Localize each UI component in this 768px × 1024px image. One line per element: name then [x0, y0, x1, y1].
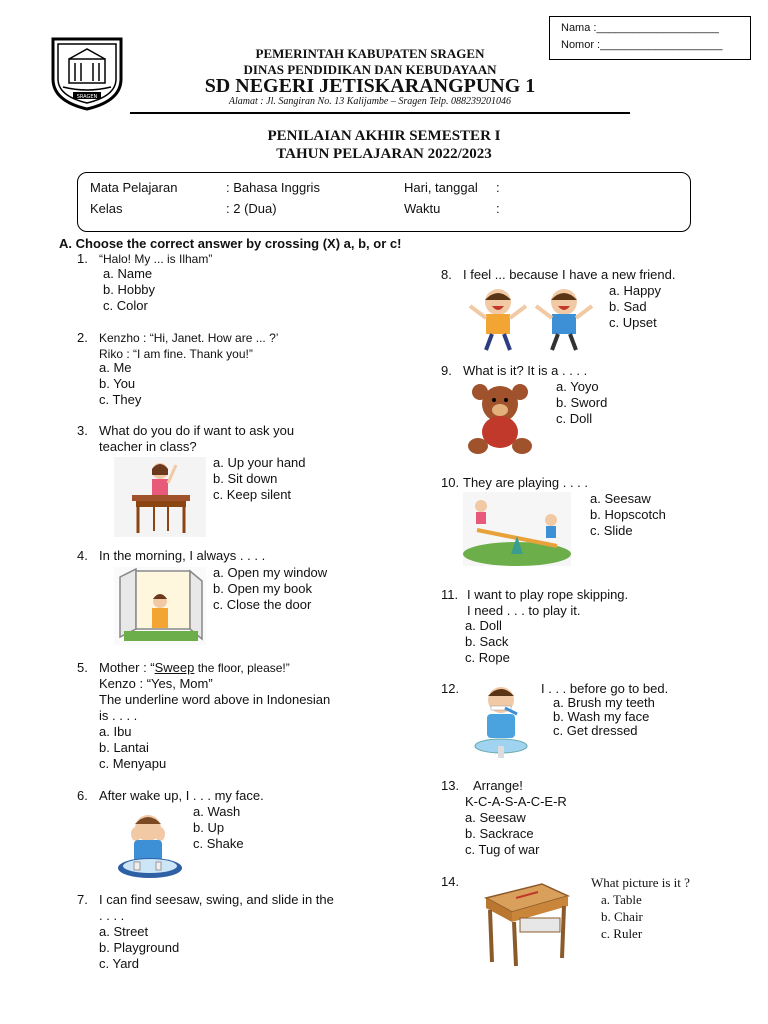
q2-line2: Riko : “I am fine. Thank you!” — [99, 347, 253, 361]
q7-option-c[interactable]: c. Yard — [99, 956, 139, 971]
q4-option-c[interactable]: c. Close the door — [213, 597, 312, 612]
q8-text: I feel ... because I have a new friend. — [463, 267, 676, 282]
q6-text: After wake up, I . . . my face. — [99, 788, 264, 803]
subject-value: : Bahasa Inggris — [226, 180, 320, 195]
q7-line1: I can find seesaw, swing, and slide in the — [99, 892, 334, 907]
q3-option-b[interactable]: b. Sit down — [213, 471, 278, 486]
q11-line2: I need . . . to play it. — [467, 603, 581, 618]
q7-number: 7. — [77, 892, 88, 907]
q10-option-a[interactable]: a. Seesaw — [590, 491, 651, 506]
q2-option-c[interactable]: c. They — [99, 392, 142, 407]
happy-kids-image — [464, 284, 598, 355]
q5-line4: is . . . . — [99, 708, 138, 723]
q9-option-a[interactable]: a. Yoyo — [556, 379, 599, 394]
q2-option-b[interactable]: b. You — [99, 376, 136, 391]
q11-option-b[interactable]: b. Sack — [465, 634, 509, 649]
q12-option-b[interactable]: b. Wash my face — [553, 709, 650, 724]
q13-line1: Arrange! — [473, 778, 523, 793]
q6-option-c[interactable]: c. Shake — [193, 836, 244, 851]
q6-option-a[interactable]: a. Wash — [193, 804, 241, 819]
q5-option-a[interactable]: a. Ibu — [99, 724, 132, 739]
header-divider — [130, 112, 630, 114]
q1-option-a[interactable]: a. Name — [103, 266, 153, 281]
q5-underlined-word: Sweep — [154, 660, 195, 675]
class-value: : 2 (Dua) — [226, 201, 277, 216]
q3-option-c[interactable]: c. Keep silent — [213, 487, 292, 502]
q10-option-c[interactable]: c. Slide — [590, 523, 633, 538]
q11-option-c[interactable]: c. Rope — [465, 650, 510, 665]
q8-option-a[interactable]: a. Happy — [609, 283, 662, 298]
sragen-logo — [47, 35, 127, 111]
q2-line1: Kenzho : “Hi, Janet. How are ... ?’ — [99, 331, 279, 345]
q12-option-c[interactable]: c. Get dressed — [553, 723, 638, 738]
q5-line3: The underline word above in Indonesian — [99, 692, 331, 707]
q10-number: 10. — [441, 475, 460, 490]
q2-option-a[interactable]: a. Me — [99, 360, 132, 375]
q5-line1-start: Mother : “ — [99, 660, 155, 675]
q5-line2: Kenzo : “Yes, Mom” — [99, 676, 213, 691]
q10-option-b[interactable]: b. Hopscotch — [590, 507, 666, 522]
kids-on-seesaw-image — [463, 492, 571, 569]
q10-text: They are playing . . . . — [463, 475, 589, 490]
q13-option-c[interactable]: c. Tug of war — [465, 842, 540, 857]
government-line: PEMERINTAH KABUPATEN SRAGEN — [255, 46, 485, 61]
academic-year: TAHUN PELAJARAN 2022/2023 — [276, 146, 492, 162]
q5-line1-end: the floor, please!” — [194, 661, 290, 675]
q8-option-b[interactable]: b. Sad — [609, 299, 647, 314]
q7-option-a[interactable]: a. Street — [99, 924, 149, 939]
q5-line1 — [99, 660, 290, 676]
q9-text: What is it? It is a . . . . — [463, 363, 588, 378]
q13-number: 13. — [441, 778, 460, 793]
day-label: Hari, tanggal — [404, 180, 478, 195]
exam-info-box — [77, 172, 691, 232]
q3-number: 3. — [77, 423, 88, 438]
q14-option-a[interactable]: a. Table — [601, 892, 642, 907]
day-value: : — [496, 180, 500, 195]
exam-title: PENILAIAN AKHIR SEMESTER I — [267, 128, 501, 144]
time-label: Waktu — [404, 201, 441, 216]
q11-line1: I want to play rope skipping. — [467, 587, 629, 602]
school-desk-image — [480, 874, 572, 971]
q14-text: What picture is it ? — [591, 875, 690, 890]
school-name: SD NEGERI JETISKARANGPUNG 1 — [204, 75, 536, 97]
q2-number: 2. — [77, 330, 88, 345]
q9-option-c[interactable]: c. Doll — [556, 411, 593, 426]
girl-opening-window-image — [114, 567, 206, 648]
q13-scrambled-letters: K-C-A-S-A-C-E-R — [465, 794, 567, 809]
section-a-instruction: A. Choose the correct answer by crossing (X) a, b, or c! — [59, 236, 402, 251]
q13-option-a[interactable]: a. Seesaw — [465, 810, 526, 825]
q6-option-b[interactable]: b. Up — [193, 820, 225, 835]
girl-raising-hand-image — [114, 457, 206, 540]
q5-option-c[interactable]: c. Menyapu — [99, 756, 167, 771]
q1-number: 1. — [77, 251, 88, 266]
q13-option-b[interactable]: b. Sackrace — [465, 826, 534, 841]
q6-number: 6. — [77, 788, 88, 803]
department-line: DINAS PENDIDIKAN DAN KEBUDAYAAN — [243, 62, 497, 77]
q3-line2: teacher in class? — [99, 439, 197, 454]
boy-washing-face-image — [114, 806, 186, 889]
q7-option-b[interactable]: b. Playground — [99, 940, 180, 955]
q4-text: In the morning, I always . . . . — [99, 548, 266, 563]
q14-option-b[interactable]: b. Chair — [601, 909, 643, 924]
q1-text: “Halo! My ... is Ilham” — [99, 252, 213, 266]
q8-option-c[interactable]: c. Upset — [609, 315, 657, 330]
class-label: Kelas — [90, 201, 123, 216]
q5-number: 5. — [77, 660, 88, 675]
name-field[interactable]: Nama :____________________ — [561, 22, 719, 34]
q12-number: 12. — [441, 681, 460, 696]
q5-option-b[interactable]: b. Lantai — [99, 740, 149, 755]
q12-option-a[interactable]: a. Brush my teeth — [553, 695, 655, 710]
svg-text:SRAGEN: SRAGEN — [76, 94, 98, 100]
q9-number: 9. — [441, 363, 452, 378]
q11-number: 11. — [441, 587, 459, 602]
time-value: : — [496, 201, 500, 216]
q7-line2: . . . . — [99, 908, 125, 923]
subject-label: Mata Pelajaran — [90, 180, 178, 195]
q9-option-b[interactable]: b. Sword — [556, 395, 608, 410]
q1-option-b[interactable]: b. Hobby — [103, 282, 156, 297]
q12-text: I . . . before go to bed. — [541, 681, 669, 696]
school-address: Alamat : Jl. Sangiran No. 13 Kalijambe – Sragen Telp. 088239201046 — [228, 96, 512, 107]
q3-line1: What do you do if want to ask you — [99, 423, 295, 438]
boy-brushing-teeth-image — [471, 680, 531, 763]
q4-option-a[interactable]: a. Open my window — [213, 565, 328, 580]
teddy-bear-image — [464, 380, 536, 459]
q8-number: 8. — [441, 267, 452, 282]
q14-option-c[interactable]: c. Ruler — [601, 926, 643, 941]
q11-option-a[interactable]: a. Doll — [465, 618, 502, 633]
q4-number: 4. — [77, 548, 88, 563]
q3-option-a[interactable]: a. Up your hand — [213, 455, 306, 470]
q1-option-c[interactable]: c. Color — [103, 298, 148, 313]
q14-number: 14. — [441, 874, 460, 889]
q4-option-b[interactable]: b. Open my book — [213, 581, 312, 596]
number-field[interactable]: Nomor :____________________ — [561, 39, 723, 51]
